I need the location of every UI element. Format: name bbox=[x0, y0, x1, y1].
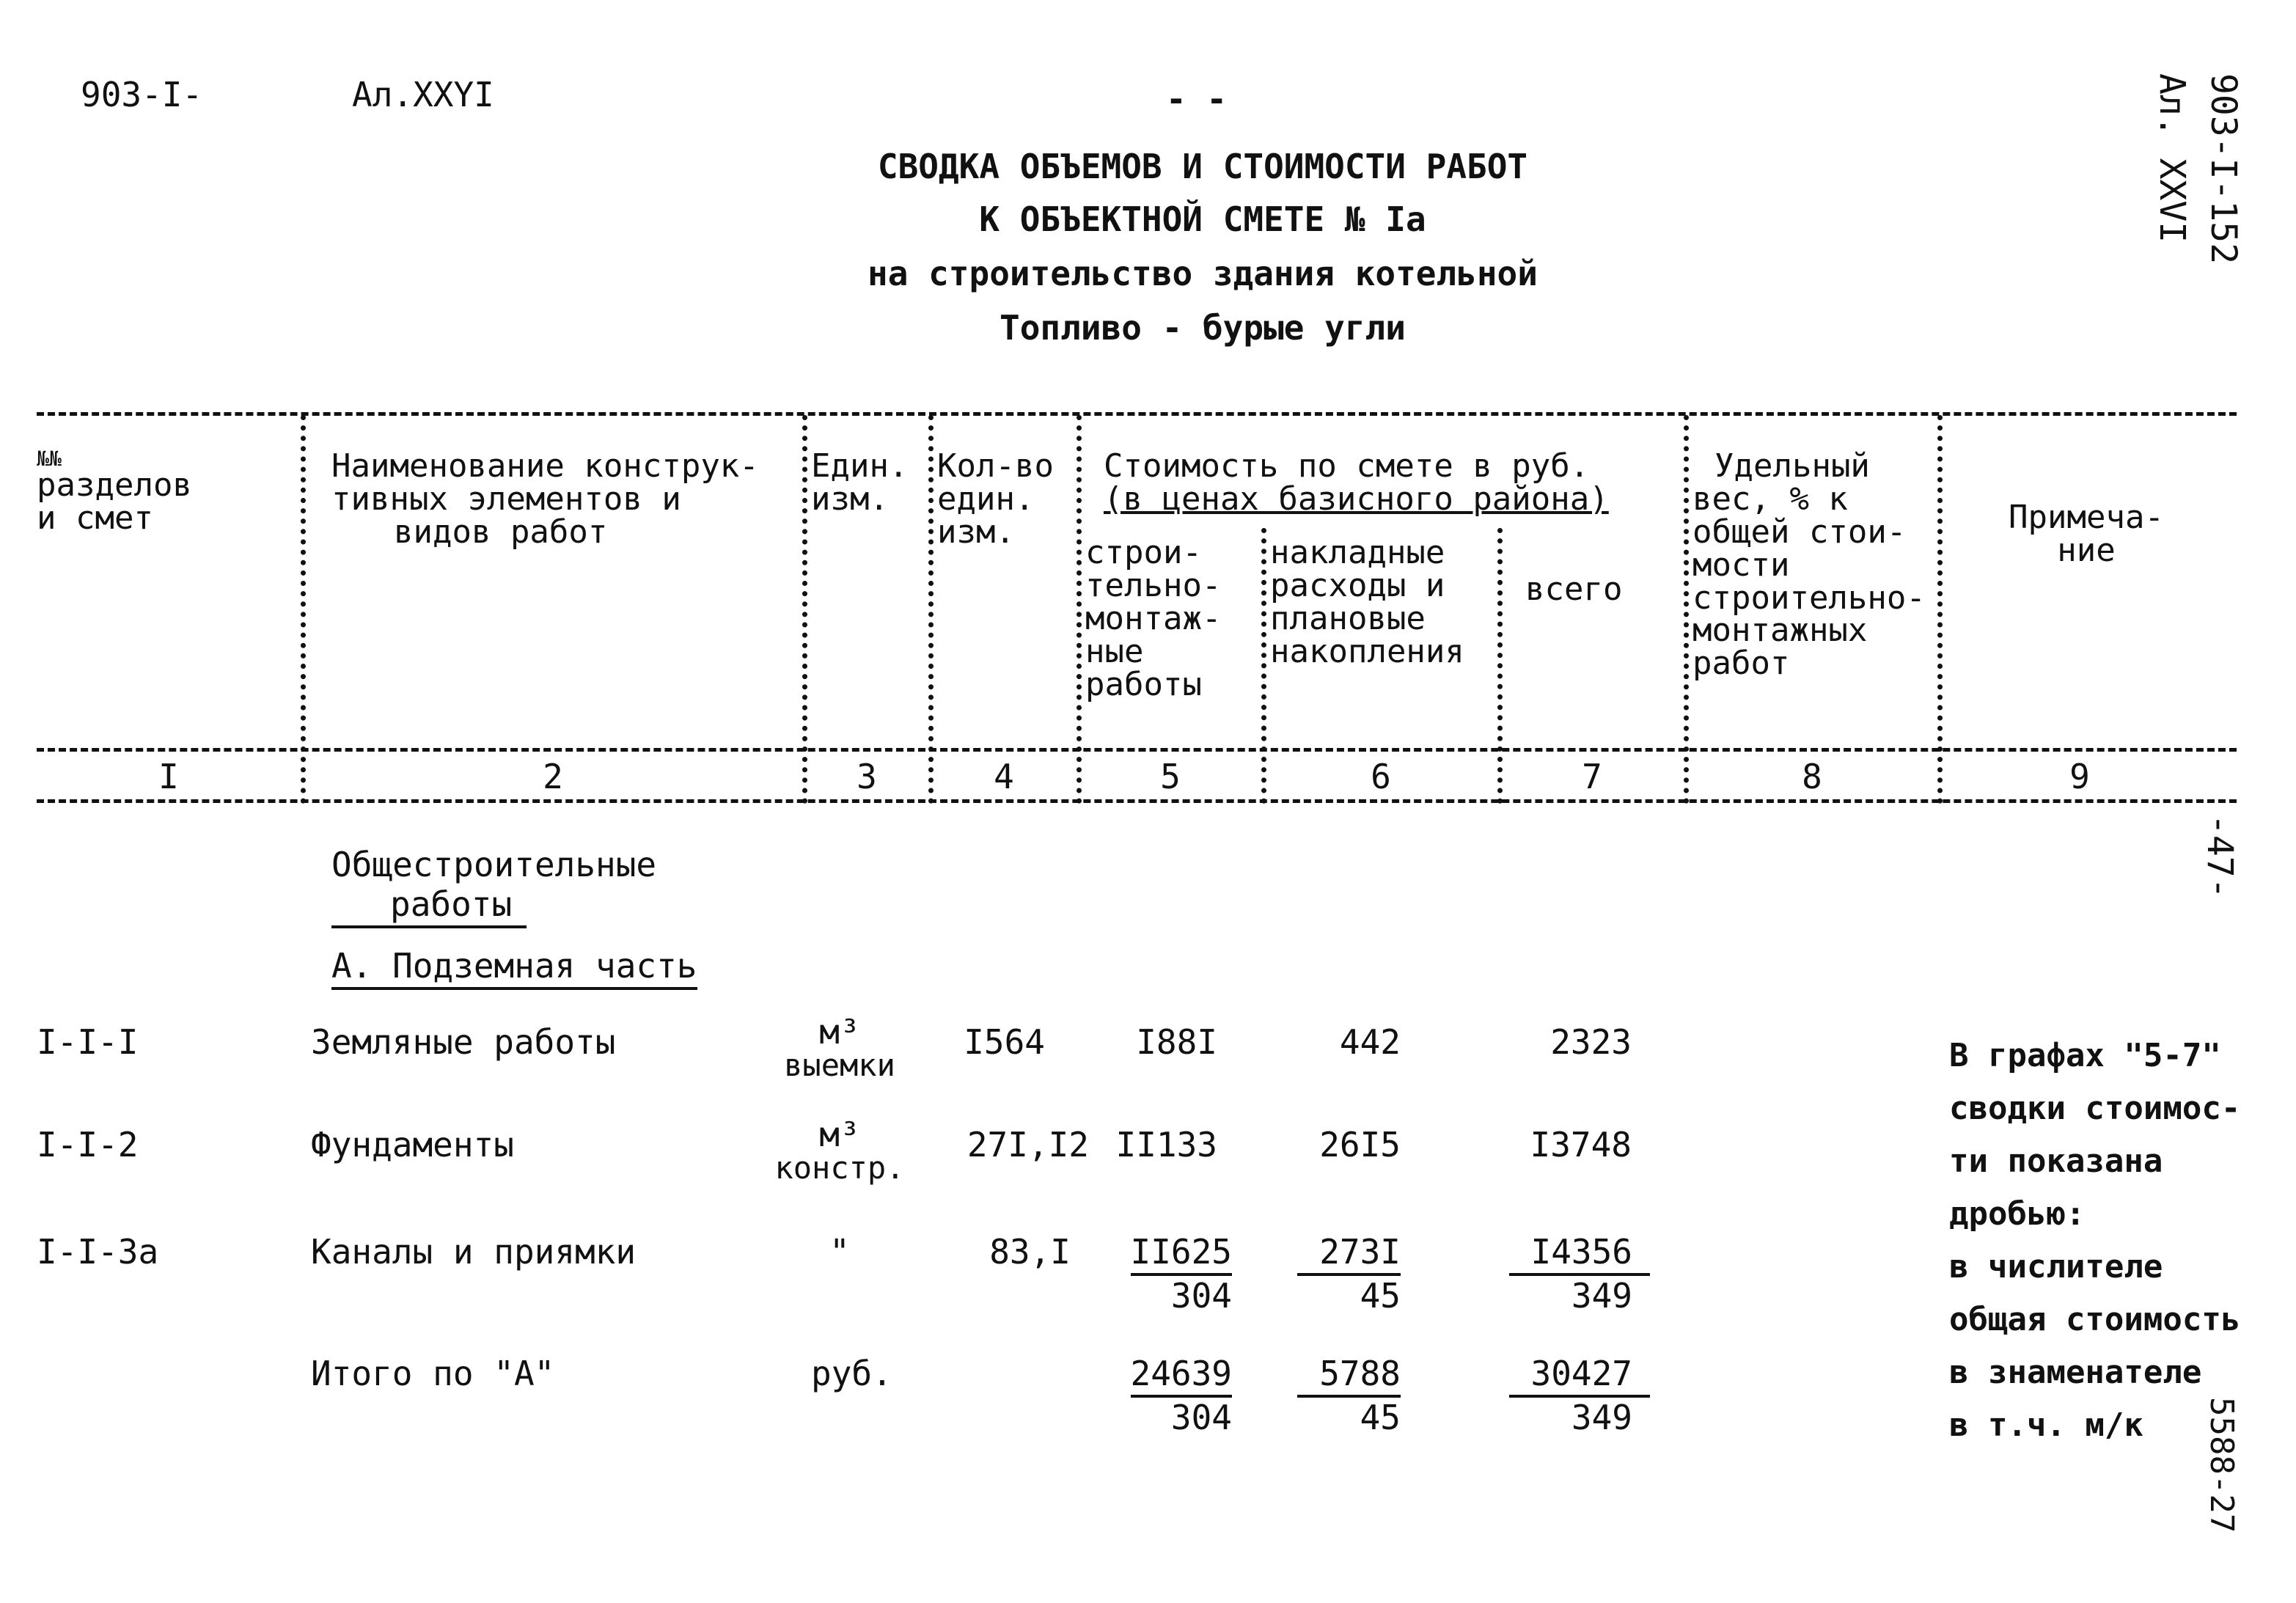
subsection-title: А. Подземная часть bbox=[331, 946, 697, 990]
header-bottom-rule bbox=[37, 748, 2237, 752]
row1-name: Земляные работы bbox=[311, 1022, 616, 1062]
table-top-rule bbox=[37, 412, 2237, 416]
col-number-7: 7 bbox=[1582, 757, 1602, 796]
col-divider-7 bbox=[1684, 415, 1689, 804]
row1-unit: м³ выемки bbox=[784, 1012, 895, 1083]
row3-code: I-I-3а bbox=[37, 1232, 159, 1272]
number-row-rule bbox=[37, 799, 2237, 803]
total-label: Итого по "А" bbox=[311, 1354, 555, 1393]
row1-col6: 442 bbox=[1339, 1022, 1401, 1062]
col-number-6: 6 bbox=[1371, 757, 1391, 796]
document-code: 903-I- bbox=[81, 75, 203, 114]
top-marks: - - bbox=[1166, 79, 1228, 119]
row3-name: Каналы и приямки bbox=[311, 1232, 637, 1272]
col-number-4: 4 bbox=[994, 757, 1014, 796]
col7-header: всего bbox=[1525, 571, 1623, 608]
col-divider-3 bbox=[928, 415, 934, 804]
note-text: В графах "5-7" сводки стоимос- ти показана дробью: в числителе общая стоимость в знаменателе в т.ч. м/к bbox=[1949, 1037, 2241, 1444]
col-number-3: 3 bbox=[857, 757, 877, 796]
page-number: -47- bbox=[2199, 814, 2240, 899]
col-number-5: 5 bbox=[1160, 757, 1181, 796]
row1-col5: I88I bbox=[1136, 1022, 1217, 1062]
total-col7: 30427 349 bbox=[1474, 1354, 1650, 1437]
total-col5: 24639 304 bbox=[1130, 1354, 1232, 1437]
col9-header: Примеча- ние bbox=[2009, 499, 2164, 569]
col-divider-4 bbox=[1077, 415, 1082, 804]
doc-number: 5588-27 bbox=[2203, 1397, 2240, 1533]
row3-col6: 273I 45 bbox=[1269, 1232, 1401, 1316]
side-code: 903-I-152 bbox=[2203, 73, 2244, 265]
col4-header: Кол-во един. изм. bbox=[937, 447, 1054, 551]
col-number-9: 9 bbox=[2069, 757, 2090, 796]
col8-header: Удельный вес, % к общей стои- мости строительно- монтажных работ bbox=[1692, 447, 1926, 683]
row1-qty: I564 bbox=[964, 1022, 1045, 1062]
row2-col7: I3748 bbox=[1530, 1125, 1632, 1164]
row2-qty: 27I,I2 bbox=[967, 1125, 1089, 1164]
row1-col7: 2323 bbox=[1550, 1022, 1632, 1062]
col-divider-1 bbox=[301, 415, 306, 804]
total-col6: 5788 45 bbox=[1269, 1354, 1401, 1437]
col-number-1: I bbox=[158, 757, 179, 796]
row2-name: Фундаменты bbox=[311, 1125, 514, 1164]
row3-col7: I4356 349 bbox=[1474, 1232, 1650, 1316]
col5-header: строи- тельно- монтаж- ные работы bbox=[1085, 534, 1222, 703]
row1-code: I-I-I bbox=[37, 1022, 139, 1062]
col-number-8: 8 bbox=[1802, 757, 1822, 796]
title-line-1: СВОДКА ОБЪЕМОВ И СТОИМОСТИ РАБОТ bbox=[877, 147, 1528, 186]
row2-code: I-I-2 bbox=[37, 1125, 139, 1164]
col1-header: №№ разделов и смет bbox=[37, 447, 192, 537]
col-divider-8 bbox=[1937, 415, 1943, 804]
row3-col5: II625 304 bbox=[1130, 1232, 1232, 1316]
row3-unit: " bbox=[829, 1232, 850, 1272]
row2-col5: II133 bbox=[1115, 1125, 1217, 1164]
section-title: Общестроительные работы bbox=[331, 845, 656, 928]
album-number: Ал.XXYI bbox=[352, 75, 494, 114]
col6-header: накладные расходы и плановые накопления bbox=[1270, 534, 1464, 670]
total-unit: руб. bbox=[811, 1354, 892, 1393]
title-line-3: на строительство здания котельной bbox=[868, 254, 1538, 293]
title-line-4: Топливо - бурые угли bbox=[1000, 308, 1406, 348]
title-line-2: К ОБЪЕКТНОЙ СМЕТЕ № Iа bbox=[979, 199, 1426, 239]
col2-header: Наименование конструк- тивных элементов и видов работ bbox=[331, 447, 759, 551]
row2-unit: м³ констр. bbox=[774, 1115, 905, 1186]
col-divider-2 bbox=[802, 415, 807, 804]
row3-qty: 83,I bbox=[989, 1232, 1071, 1272]
col-number-2: 2 bbox=[543, 757, 563, 796]
side-album: Ал. XXVI bbox=[2152, 73, 2193, 243]
row2-col6: 26I5 bbox=[1319, 1125, 1401, 1164]
col5-7-group-header: Стоимость по смете в руб. (в ценах базисного района) bbox=[1104, 447, 1609, 518]
col3-header: Един. изм. bbox=[811, 447, 909, 518]
